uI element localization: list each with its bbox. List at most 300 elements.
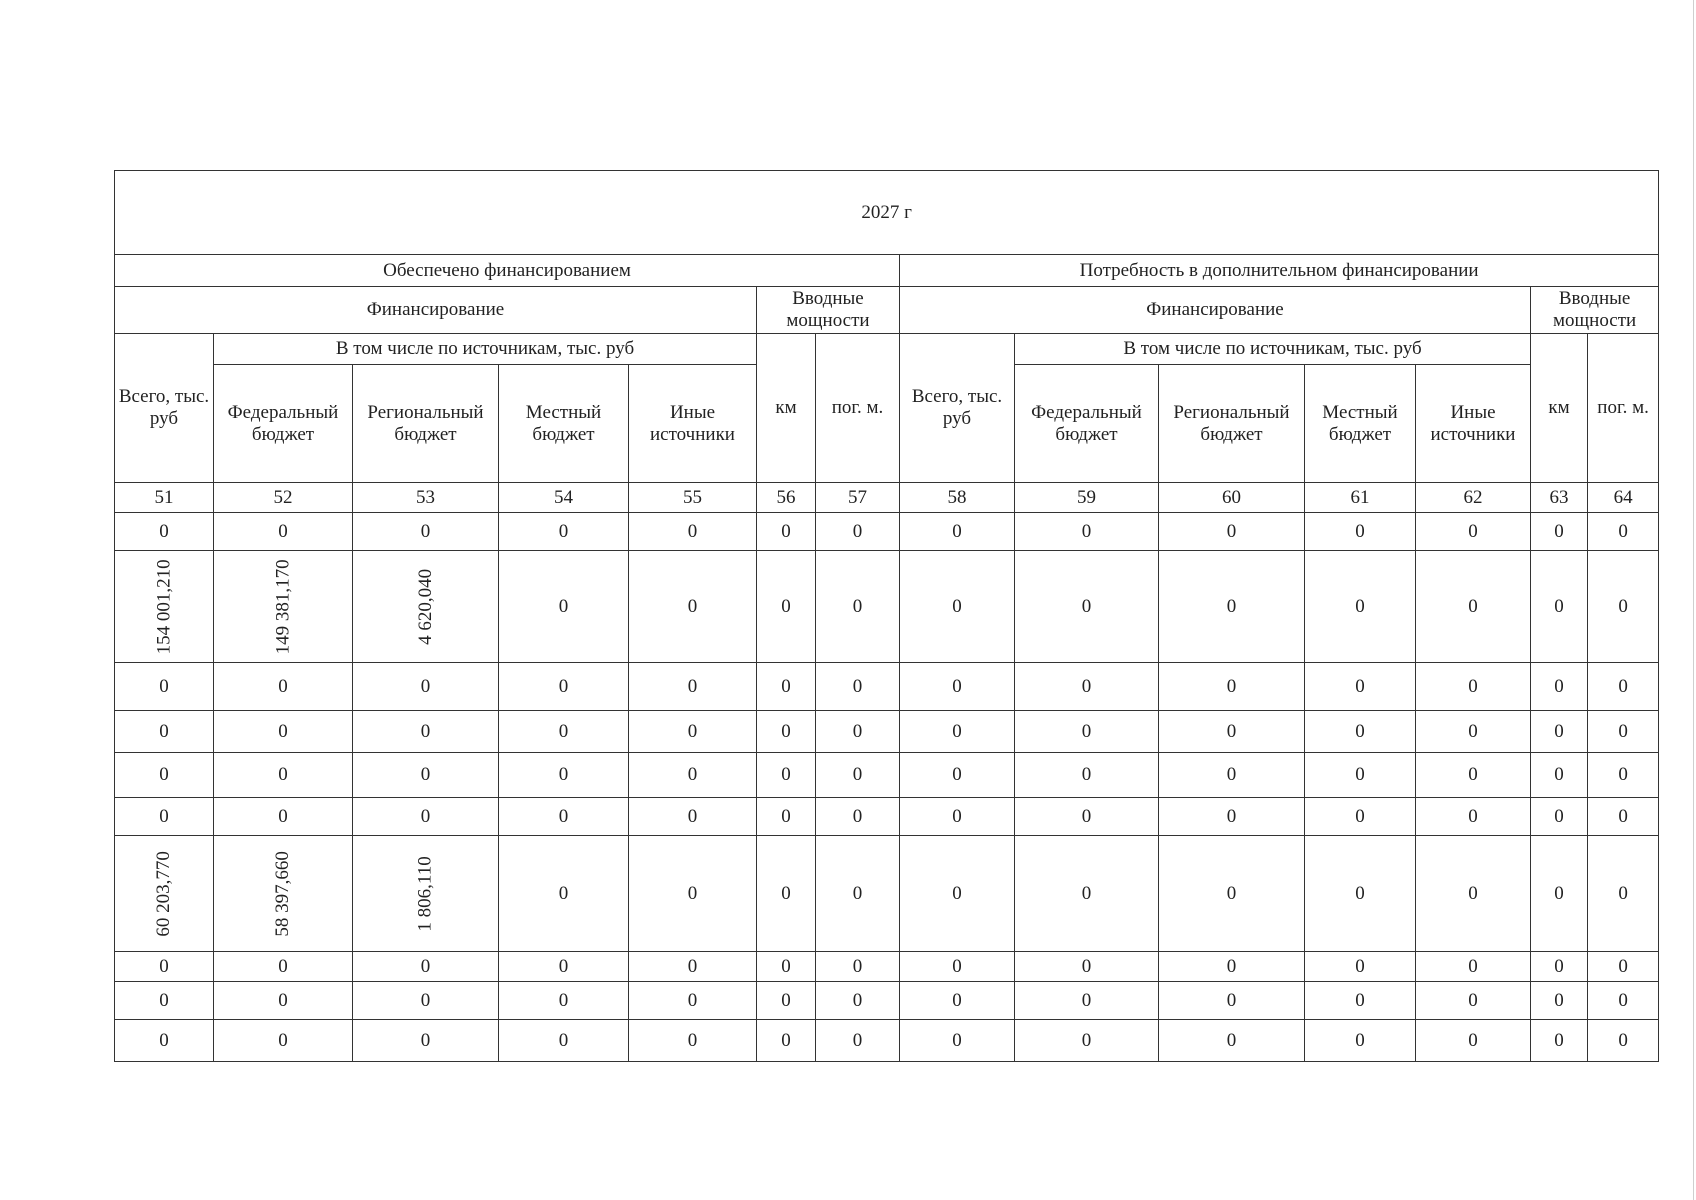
cell-value: 0	[952, 595, 962, 617]
column-number: 64	[1588, 483, 1659, 513]
column-number: 55	[629, 483, 757, 513]
table-cell	[353, 753, 499, 798]
column-number: 63	[1531, 483, 1588, 513]
table-cell	[900, 836, 1015, 952]
cell-value: 0	[1355, 764, 1365, 786]
table-cell	[816, 1020, 900, 1062]
col-pog-header: пог. м.	[1588, 334, 1659, 483]
table-cell	[816, 663, 900, 711]
cell-value: 0	[558, 1029, 569, 1051]
financing-table	[114, 170, 1659, 1062]
table-cell	[1588, 1020, 1659, 1062]
cell-value: 0	[1081, 520, 1092, 542]
cell-value: 0	[687, 805, 698, 827]
table-cell	[1588, 753, 1659, 798]
cell-value: 0	[1355, 882, 1365, 904]
table-cell	[629, 663, 757, 711]
cell-value: 0	[420, 675, 431, 697]
table-cell	[757, 982, 816, 1020]
table-cell	[214, 952, 353, 982]
cell-value: 0	[852, 1029, 863, 1051]
cell-value: 0	[1226, 989, 1237, 1011]
cell-value: 0	[159, 764, 169, 786]
cell-value: 0	[781, 1029, 791, 1051]
table-cell	[757, 1020, 816, 1062]
column-number: 53	[353, 483, 499, 513]
table-cell	[1531, 551, 1588, 663]
table-cell	[1159, 982, 1305, 1020]
table-cell	[1416, 551, 1531, 663]
column-number: 59	[1015, 483, 1159, 513]
cell-value: 0	[558, 764, 569, 786]
table-cell	[1416, 513, 1531, 551]
cell-value: 0	[1355, 955, 1365, 977]
cell-value: 0	[852, 764, 863, 786]
col-other-header: Иные источники	[629, 365, 757, 483]
cell-value: 0	[1468, 520, 1478, 542]
table-cell	[1305, 663, 1416, 711]
cell-value: 0	[558, 595, 569, 617]
cell-value: 0	[1081, 805, 1092, 827]
table-cell	[1159, 753, 1305, 798]
table-cell	[1588, 952, 1659, 982]
cell-value: 0	[278, 520, 288, 542]
by-sources-header-needed: В том числе по источникам, тыс. руб	[1015, 334, 1531, 365]
financing-header-secured: Финансирование	[115, 287, 757, 334]
column-number: 61	[1305, 483, 1416, 513]
cell-value: 0	[1554, 595, 1564, 617]
table-cell	[757, 798, 816, 836]
cell-value: 0	[1355, 805, 1365, 827]
table-cell	[499, 952, 629, 982]
table-cell	[1531, 513, 1588, 551]
table-cell	[214, 798, 353, 836]
cell-value: 0	[952, 882, 962, 904]
cell-value: 0	[1226, 955, 1237, 977]
table-cell	[900, 952, 1015, 982]
table-cell	[1305, 798, 1416, 836]
cell-value: 0	[278, 720, 288, 742]
cell-value: 0	[1081, 1029, 1092, 1051]
table-row	[115, 982, 1659, 1020]
table-cell	[1015, 663, 1159, 711]
table-cell	[214, 1020, 353, 1062]
table-cell	[900, 753, 1015, 798]
cell-value: 0	[420, 764, 431, 786]
table-cell	[115, 663, 214, 711]
table-cell	[115, 798, 214, 836]
cell-value: 0	[159, 520, 169, 542]
col-local-header: Местный бюджет	[1305, 365, 1416, 483]
cell-value: 0	[1226, 520, 1237, 542]
cell-value: 0	[781, 989, 791, 1011]
table-cell	[1159, 551, 1305, 663]
cell-value: 0	[852, 955, 863, 977]
cell-value: 0	[558, 520, 569, 542]
group-secured-header: Обеспечено финансированием	[115, 255, 900, 287]
table-cell	[1015, 551, 1159, 663]
cell-value: 0	[1226, 595, 1237, 617]
cell-value: 0	[1618, 675, 1628, 697]
cell-value: 0	[1554, 520, 1564, 542]
table-cell	[115, 513, 214, 551]
table-row	[115, 1020, 1659, 1062]
table-cell	[816, 711, 900, 753]
cell-value: 0	[159, 1029, 169, 1051]
cell-value: 0	[1081, 882, 1092, 904]
cell-value: 0	[781, 720, 791, 742]
table-cell	[757, 663, 816, 711]
column-number: 62	[1416, 483, 1531, 513]
table-cell	[353, 1020, 499, 1062]
table-cell	[629, 711, 757, 753]
cell-value: 0	[1355, 675, 1365, 697]
table-cell	[1416, 1020, 1531, 1062]
cell-value: 0	[1468, 675, 1478, 697]
table-cell	[1015, 711, 1159, 753]
cell-value: 0	[1554, 989, 1564, 1011]
cell-value: 0	[852, 675, 863, 697]
table-cell	[900, 798, 1015, 836]
cell-value: 0	[558, 805, 569, 827]
cell-value: 0	[1618, 989, 1628, 1011]
table-cell	[1531, 952, 1588, 982]
cell-value: 0	[781, 764, 791, 786]
table-cell	[816, 513, 900, 551]
cell-value: 0	[952, 1029, 962, 1051]
table-cell	[1416, 952, 1531, 982]
cell-value: 0	[420, 720, 431, 742]
column-number: 51	[115, 483, 214, 513]
cell-value: 0	[1618, 955, 1628, 977]
table-row	[115, 836, 1659, 952]
table-cell	[816, 836, 900, 952]
table-cell	[816, 982, 900, 1020]
cell-value: 0	[781, 805, 791, 827]
cell-value: 0	[420, 1029, 431, 1051]
table-cell	[214, 982, 353, 1020]
table-cell	[1015, 836, 1159, 952]
cell-value: 0	[781, 675, 791, 697]
table-cell	[629, 952, 757, 982]
table-cell	[1159, 836, 1305, 952]
cell-value: 0	[1226, 764, 1237, 786]
cell-value: 0	[1226, 675, 1237, 697]
cell-value: 0	[687, 882, 698, 904]
table-row	[115, 952, 1659, 982]
table-cell	[1015, 952, 1159, 982]
cell-value: 0	[1468, 805, 1478, 827]
cell-value: 0	[852, 989, 863, 1011]
table-cell	[816, 551, 900, 663]
table-cell	[1305, 711, 1416, 753]
cell-value: 0	[1554, 720, 1564, 742]
table-cell	[1588, 663, 1659, 711]
table-cell	[214, 836, 353, 952]
table-cell	[629, 836, 757, 952]
col-km-header: км	[757, 334, 816, 483]
cell-value: 0	[278, 805, 288, 827]
financing-header-needed: Финансирование	[900, 287, 1531, 334]
col-total-header: Всего, тыс. руб	[900, 334, 1015, 483]
page-edge-line	[1693, 0, 1694, 1200]
table-cell	[1588, 711, 1659, 753]
table-cell	[1531, 711, 1588, 753]
table-cell	[1588, 551, 1659, 663]
table-cell	[115, 753, 214, 798]
col-federal-header: Федеральный бюджет	[1015, 365, 1159, 483]
col-federal-header: Федеральный бюджет	[214, 365, 353, 483]
table-cell	[214, 551, 353, 663]
cell-value: 0	[687, 520, 698, 542]
table-cell	[1416, 711, 1531, 753]
table-cell	[900, 982, 1015, 1020]
table-cell	[499, 836, 629, 952]
table-cell	[353, 982, 499, 1020]
cell-value: 60 203,770	[153, 850, 175, 937]
table-cell	[1416, 982, 1531, 1020]
table-cell	[629, 982, 757, 1020]
table-cell	[353, 952, 499, 982]
table-cell	[115, 551, 214, 663]
table-cell	[1531, 1020, 1588, 1062]
capacities-header-needed: Вводные мощности	[1531, 287, 1659, 334]
table-cell	[499, 798, 629, 836]
cell-value: 0	[687, 595, 698, 617]
table-cell	[757, 513, 816, 551]
cell-value: 0	[1468, 989, 1478, 1011]
cell-value: 0	[1554, 675, 1564, 697]
cell-value: 0	[1468, 1029, 1478, 1051]
cell-value: 0	[687, 720, 698, 742]
cell-value: 0	[159, 989, 169, 1011]
cell-value: 0	[1468, 720, 1478, 742]
cell-value: 0	[1618, 595, 1628, 617]
table-cell	[1588, 982, 1659, 1020]
table-cell	[499, 982, 629, 1020]
table-cell	[1015, 982, 1159, 1020]
column-number: 60	[1159, 483, 1305, 513]
cell-value: 0	[558, 989, 569, 1011]
table-cell	[1159, 952, 1305, 982]
cell-value: 0	[1226, 805, 1237, 827]
col-pog-header: пог. м.	[816, 334, 900, 483]
column-number: 58	[900, 483, 1015, 513]
cell-value: 0	[687, 989, 698, 1011]
table-cell	[1159, 1020, 1305, 1062]
cell-value: 0	[1355, 1029, 1365, 1051]
cell-value: 0	[278, 955, 288, 977]
table-cell	[757, 753, 816, 798]
cell-value: 0	[952, 989, 962, 1011]
table-row	[115, 663, 1659, 711]
cell-value: 0	[952, 520, 962, 542]
table-cell	[1416, 753, 1531, 798]
cell-value: 0	[852, 595, 863, 617]
cell-value: 0	[781, 520, 791, 542]
cell-value: 0	[558, 955, 569, 977]
cell-value: 0	[278, 764, 288, 786]
cell-value: 0	[1618, 764, 1628, 786]
cell-value: 0	[558, 675, 569, 697]
table-cell	[1159, 711, 1305, 753]
cell-value: 0	[781, 595, 791, 617]
table-cell	[353, 711, 499, 753]
cell-value: 0	[1468, 955, 1478, 977]
cell-value: 0	[558, 882, 569, 904]
col-km-header: км	[1531, 334, 1588, 483]
cell-value: 1 806,110	[414, 855, 436, 932]
table-row	[115, 753, 1659, 798]
cell-value: 0	[952, 675, 962, 697]
table-cell	[1531, 836, 1588, 952]
table-cell	[499, 1020, 629, 1062]
cell-value: 0	[1468, 595, 1478, 617]
table-cell	[1588, 513, 1659, 551]
col-local-header: Местный бюджет	[499, 365, 629, 483]
table-cell	[629, 798, 757, 836]
table-row	[115, 513, 1659, 551]
table-cell	[629, 1020, 757, 1062]
cell-value: 0	[781, 955, 791, 977]
table-cell	[353, 513, 499, 551]
cell-value: 0	[1226, 882, 1237, 904]
cell-value: 0	[1355, 720, 1365, 742]
cell-value: 0	[1554, 1029, 1564, 1051]
table-row	[115, 798, 1659, 836]
cell-value: 0	[420, 955, 431, 977]
cell-value: 0	[1355, 595, 1365, 617]
table-cell	[353, 836, 499, 952]
cell-value: 0	[1081, 595, 1092, 617]
cell-value: 4 620,040	[414, 568, 436, 645]
cell-value: 0	[1081, 675, 1092, 697]
cell-value: 0	[420, 805, 431, 827]
table-cell	[1305, 836, 1416, 952]
cell-value: 154 001,210	[153, 559, 175, 654]
table-cell	[115, 982, 214, 1020]
table-cell	[900, 513, 1015, 551]
table-cell	[115, 711, 214, 753]
cell-value: 0	[687, 955, 698, 977]
table-cell	[1531, 753, 1588, 798]
table-cell	[499, 753, 629, 798]
cell-value: 0	[420, 520, 431, 542]
table-cell	[629, 513, 757, 551]
table-cell	[214, 513, 353, 551]
table-cell	[757, 551, 816, 663]
table-cell	[1531, 798, 1588, 836]
table-cell	[115, 952, 214, 982]
table-cell	[629, 551, 757, 663]
table-cell	[1305, 982, 1416, 1020]
year-title: 2027 г	[115, 171, 1659, 255]
table-cell	[1015, 753, 1159, 798]
table-cell	[1015, 1020, 1159, 1062]
cell-value: 0	[852, 805, 863, 827]
table-cell	[1531, 663, 1588, 711]
cell-value: 0	[278, 989, 288, 1011]
cell-value: 0	[420, 989, 431, 1011]
col-regional-header: Региональный бюджет	[1159, 365, 1305, 483]
cell-value: 0	[1618, 1029, 1628, 1051]
cell-value: 0	[159, 675, 169, 697]
table-cell	[1416, 798, 1531, 836]
table-cell	[1305, 753, 1416, 798]
table-cell	[1015, 798, 1159, 836]
cell-value: 0	[1226, 720, 1237, 742]
table-cell	[499, 711, 629, 753]
cell-value: 0	[1618, 805, 1628, 827]
cell-value: 0	[278, 675, 288, 697]
cell-value: 0	[687, 764, 698, 786]
cell-value: 0	[952, 720, 962, 742]
table-cell	[1416, 836, 1531, 952]
cell-value: 0	[852, 882, 863, 904]
cell-value: 58 397,660	[272, 850, 294, 937]
cell-value: 0	[159, 720, 169, 742]
cell-value: 0	[558, 720, 569, 742]
table-cell	[499, 663, 629, 711]
table-row	[115, 711, 1659, 753]
cell-value: 0	[1554, 955, 1564, 977]
table-cell	[499, 551, 629, 663]
group-needed-header: Потребность в дополнительном финансировании	[900, 255, 1659, 287]
cell-value: 0	[852, 520, 863, 542]
cell-value: 0	[1554, 882, 1564, 904]
cell-value: 0	[952, 955, 962, 977]
cell-value: 0	[1081, 764, 1092, 786]
cell-value: 0	[1468, 882, 1478, 904]
cell-value: 149 381,170	[272, 559, 294, 654]
table-cell	[353, 798, 499, 836]
table-cell	[1305, 513, 1416, 551]
col-other-header: Иные источники	[1416, 365, 1531, 483]
table-cell	[1015, 513, 1159, 551]
table-cell	[1305, 1020, 1416, 1062]
column-number: 52	[214, 483, 353, 513]
cell-value: 0	[1355, 989, 1365, 1011]
cell-value: 0	[1618, 720, 1628, 742]
cell-value: 0	[1468, 764, 1478, 786]
cell-value: 0	[1081, 720, 1092, 742]
table-cell	[900, 551, 1015, 663]
column-number: 56	[757, 483, 816, 513]
table-cell	[900, 1020, 1015, 1062]
table-cell	[900, 711, 1015, 753]
col-total-header: Всего, тыс. руб	[115, 334, 214, 483]
table-cell	[1416, 663, 1531, 711]
table-cell	[499, 513, 629, 551]
table-cell	[816, 753, 900, 798]
cell-value: 0	[781, 882, 791, 904]
table-cell	[1531, 982, 1588, 1020]
cell-value: 0	[1554, 764, 1564, 786]
table-cell	[757, 711, 816, 753]
table-row	[115, 551, 1659, 663]
cell-value: 0	[1081, 989, 1092, 1011]
cell-value: 0	[1618, 882, 1628, 904]
cell-value: 0	[687, 675, 698, 697]
table-cell	[353, 663, 499, 711]
cell-value: 0	[1081, 955, 1092, 977]
table-cell	[757, 836, 816, 952]
column-number: 57	[816, 483, 900, 513]
cell-value: 0	[1554, 805, 1564, 827]
capacities-header-secured: Вводные мощности	[757, 287, 900, 334]
table-cell	[214, 711, 353, 753]
data-rows	[115, 513, 1659, 1062]
